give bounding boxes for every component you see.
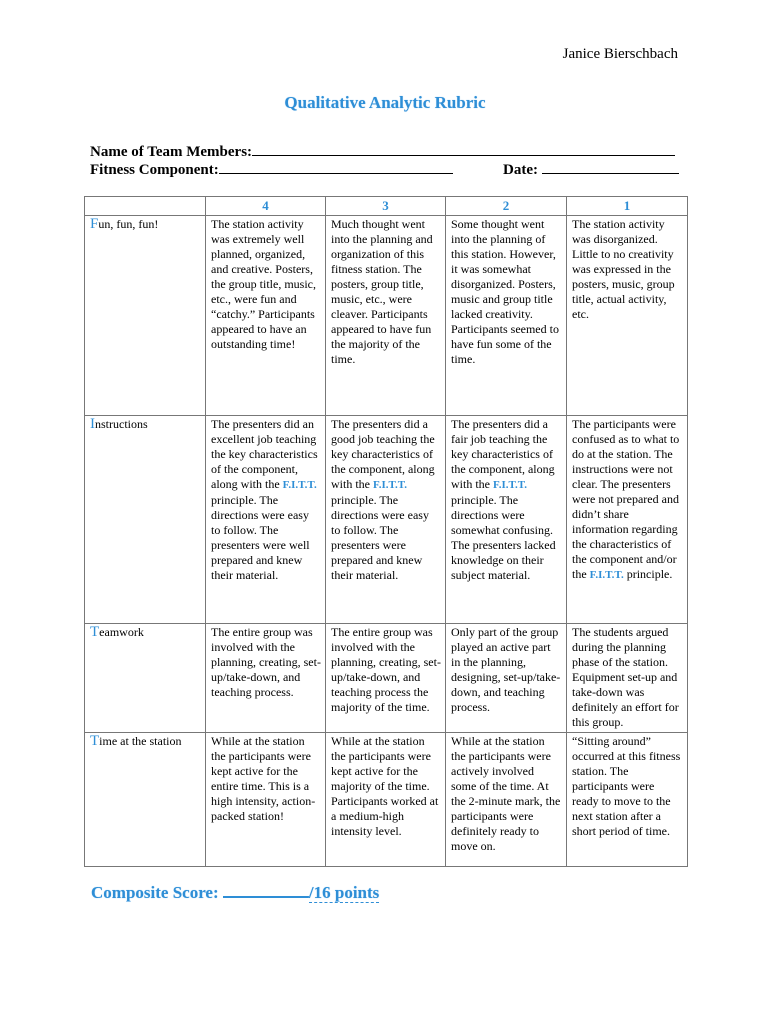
rubric-cell: While at the station the participants were kept active for the majority of the time. Participants worked at a medium-high intensity level.	[326, 733, 446, 867]
fitt-term: F.I.T.T.	[589, 569, 624, 581]
rubric-cell: While at the station the participants were actively involved some of the time. At the 2-minute mark, the participants were definitely ready to move on.	[446, 733, 567, 867]
rubric-header-row	[85, 197, 688, 216]
rubric-cell: “Sitting around” occurred at this fitness station. The participants were ready to move to the next station after a short period of time.	[567, 733, 688, 867]
rubric-header-score: 3	[326, 197, 446, 216]
rubric-cell: The students argued during the planning phase of the station. Equipment set-up and take-down was definitely an effort for this group.	[567, 624, 688, 733]
rubric-table	[84, 196, 688, 867]
rubric-cell: The station activity was extremely well planned, organized, and creative. Posters, the group title, music, etc., were fun and “catchy.” Participants appeared to have an outstanding time!	[206, 216, 326, 416]
criterion-fun: Fun, fun, fun!	[85, 216, 206, 416]
rubric-row-instructions	[85, 416, 688, 624]
composite-score-label: Composite Score:	[91, 883, 219, 902]
rubric-header-empty	[85, 197, 206, 216]
fitness-component-blank[interactable]	[219, 159, 453, 174]
fitt-term: F.I.T.T.	[493, 479, 528, 491]
criterion-instructions: Instructions	[85, 416, 206, 624]
fitness-component-label: Fitness Component:	[90, 162, 219, 178]
date-blank[interactable]	[542, 159, 679, 174]
rubric-cell: While at the station the participants were kept active for the entire time. This is a high intensity, action-packed station!	[206, 733, 326, 867]
rubric-header-score: 1	[567, 197, 688, 216]
criterion-teamwork: Teamwork	[85, 624, 206, 733]
rubric-cell: The presenters did an excellent job teaching the key characteristics of the component, along with the F.I.T.T. principle. The directions were easy to follow. The presenters were well prepared and knew their material.	[206, 416, 326, 624]
team-members-blank[interactable]	[252, 141, 675, 156]
rubric-cell: Only part of the group played an active part in the planning, designing, set-up/take-down, and teaching process.	[446, 624, 567, 733]
rubric-cell: The entire group was involved with the planning, creating, set-up/take-down, and teaching process the majority of the time.	[326, 624, 446, 733]
author-name: Janice Bierschbach	[562, 46, 678, 62]
rubric-row-teamwork	[85, 624, 688, 733]
rubric-cell: The presenters did a good job teaching the key characteristics of the component, along with the F.I.T.T. principle. The directions were easy to follow. The presenters were prepared and knew their material.	[326, 416, 446, 624]
rubric-header-score: 4	[206, 197, 326, 216]
composite-score-blank[interactable]	[223, 880, 309, 898]
rubric-cell: The station activity was disorganized. Little to no creativity was expressed in the posters, music, group title, actual activity, etc.	[567, 216, 688, 416]
rubric-cell: The presenters did a fair job teaching the key characteristics of the component, along with the F.I.T.T. principle. The directions were somewhat confusing. The presenters lacked knowledge on their subject material.	[446, 416, 567, 624]
page-title: Qualitative Analytic Rubric	[284, 93, 486, 112]
criterion-time: Time at the station	[85, 733, 206, 867]
rubric-header-score: 2	[446, 197, 567, 216]
fitt-term: F.I.T.T.	[373, 479, 408, 491]
composite-score	[91, 880, 379, 903]
rubric-cell: Much thought went into the planning and organization of this fitness station. The posters, group title, music, etc., were cleaver. Participants appeared to have fun the majority of the time.	[326, 216, 446, 416]
rubric-row-time	[85, 733, 688, 867]
rubric-cell: Some thought went into the planning of this station. However, it was somewhat disorganized. Posters, music and group title lacked creativity. Participants seemed to have fun some of the time.	[446, 216, 567, 416]
fitness-component-field	[90, 159, 453, 179]
rubric-cell: The entire group was involved with the planning, creating, set-up/take-down, and teaching process.	[206, 624, 326, 733]
date-field	[503, 159, 679, 179]
rubric-row-fun	[85, 216, 688, 416]
composite-score-points: /16 points	[308, 883, 380, 902]
rubric-cell: The participants were confused as to what to do at the station. The instructions were not clear. The presenters were not prepared and didn’t share information regarding the characteristics of the component and/or the F.I.T.T. principle.	[567, 416, 688, 624]
date-label: Date:	[503, 162, 538, 178]
fitt-term: F.I.T.T.	[282, 479, 317, 491]
team-members-field	[90, 141, 675, 161]
team-members-label: Name of Team Members:	[90, 144, 253, 160]
